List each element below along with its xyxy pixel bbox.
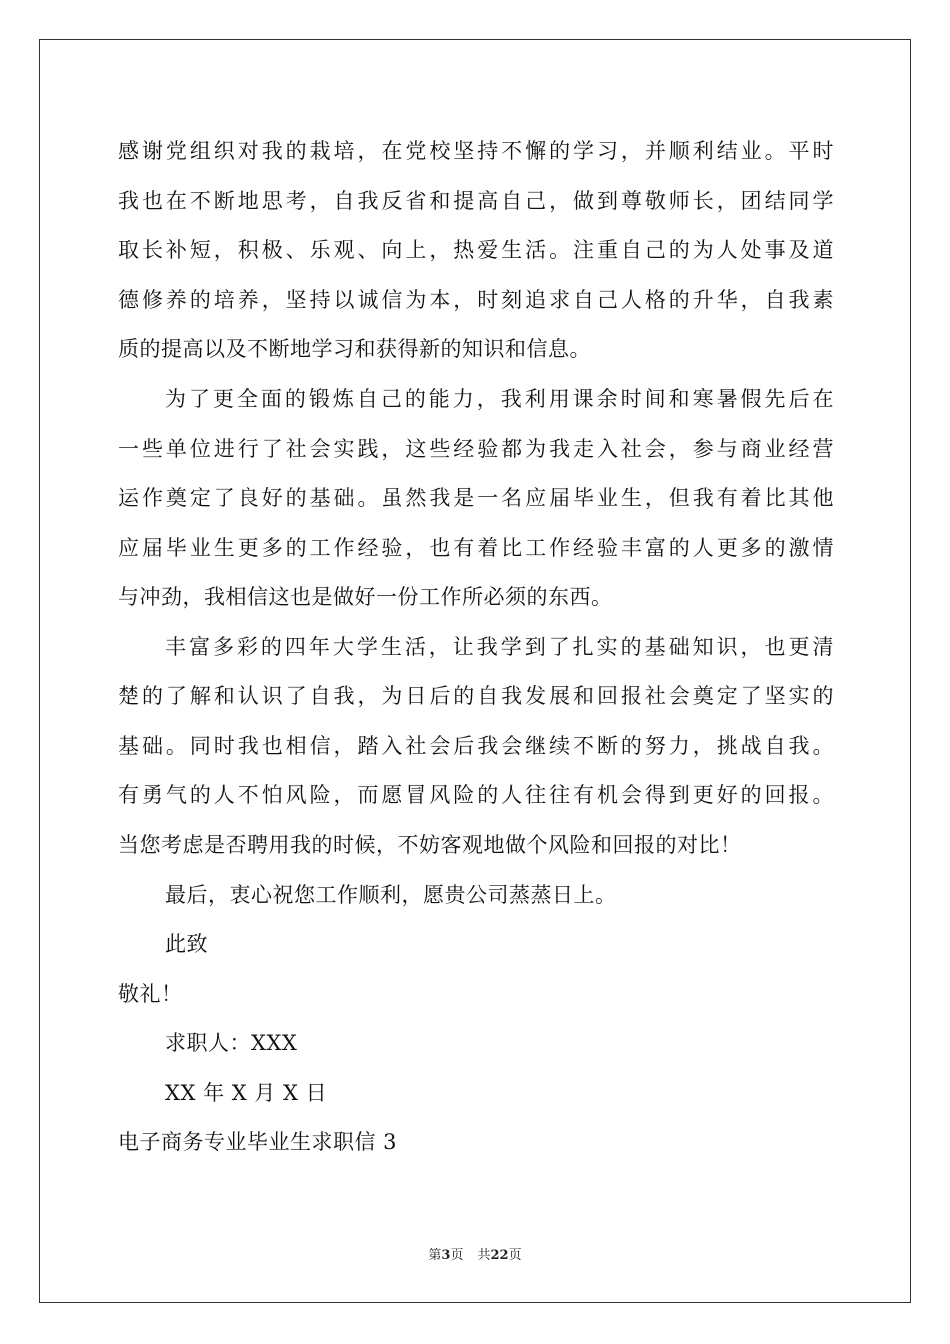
paragraph-2-line-3: 运作奠定了良好的基础。虽然我是一名应届毕业生，但我有着比其他 xyxy=(118,486,834,510)
paragraph-1-line-5: 质的提高以及不断地学习和获得新的知识和信息。 xyxy=(118,337,591,361)
paragraph-2-line-4: 应届毕业生更多的工作经验，也有着比工作经验丰富的人更多的激情 xyxy=(118,536,834,560)
closing-wish: 最后，衷心祝您工作顺利，愿贵公司蒸蒸日上。 xyxy=(165,883,617,907)
paragraph-2-line-2: 一些单位进行了社会实践，这些经验都为我走入社会，参与商业经营 xyxy=(118,437,834,461)
next-section-title: 电子商务专业毕业生求职信 3 xyxy=(118,1130,398,1154)
salutation-ci-zhi: 此致 xyxy=(165,932,208,956)
paragraph-1-line-1: 感谢党组织对我的栽培，在党校坚持不懈的学习，并顺利结业。平时 xyxy=(118,139,834,163)
paragraph-1-line-2: 我也在不断地思考，自我反省和提高自己，做到尊敬师长，团结同学 xyxy=(118,189,834,213)
footer-total-suffix: 页 xyxy=(508,1248,522,1263)
paragraph-3-line-1: 丰富多彩的四年大学生活，让我学到了扎实的基础知识，也更清 xyxy=(165,635,834,659)
paragraph-1-line-4: 德修养的培养，坚持以诚信为本，时刻追求自己人格的升华，自我素 xyxy=(118,288,834,312)
footer-page-number: 3 xyxy=(441,1248,451,1263)
signature: 求职人：XXX xyxy=(165,1031,298,1055)
paragraph-3-line-4: 有勇气的人不怕风险，而愿冒风险的人往往有机会得到更好的回报。 xyxy=(118,783,834,807)
footer-total-prefix: 共 xyxy=(477,1248,491,1263)
footer-total-pages: 22 xyxy=(490,1248,509,1263)
paragraph-3-line-3: 基础。同时我也相信，踏入社会后我会继续不断的努力，挑战自我。 xyxy=(118,734,834,758)
footer-page-prefix: 第 xyxy=(428,1248,442,1263)
paragraph-2-line-1: 为了更全面的锻炼自己的能力，我利用课余时间和寒暑假先后在 xyxy=(165,387,834,411)
salutation-jing-li: 敬礼！ xyxy=(118,982,183,1006)
letter-date: XX 年 X 月 X 日 xyxy=(165,1081,328,1105)
page-border xyxy=(39,39,911,1303)
page-footer xyxy=(0,1247,950,1265)
footer-page-suffix: 页 xyxy=(450,1248,464,1263)
paragraph-2-line-5: 与冲劲，我相信这也是做好一份工作所必须的东西。 xyxy=(118,585,613,609)
paragraph-3-line-5: 当您考虑是否聘用我的时候，不妨客观地做个风险和回报的对比！ xyxy=(118,833,742,857)
paragraph-1-line-3: 取长补短，积极、乐观、向上，热爱生活。注重自己的为人处事及道 xyxy=(118,238,834,262)
paragraph-3-line-2: 楚的了解和认识了自我，为日后的自我发展和回报社会奠定了坚实的 xyxy=(118,684,834,708)
